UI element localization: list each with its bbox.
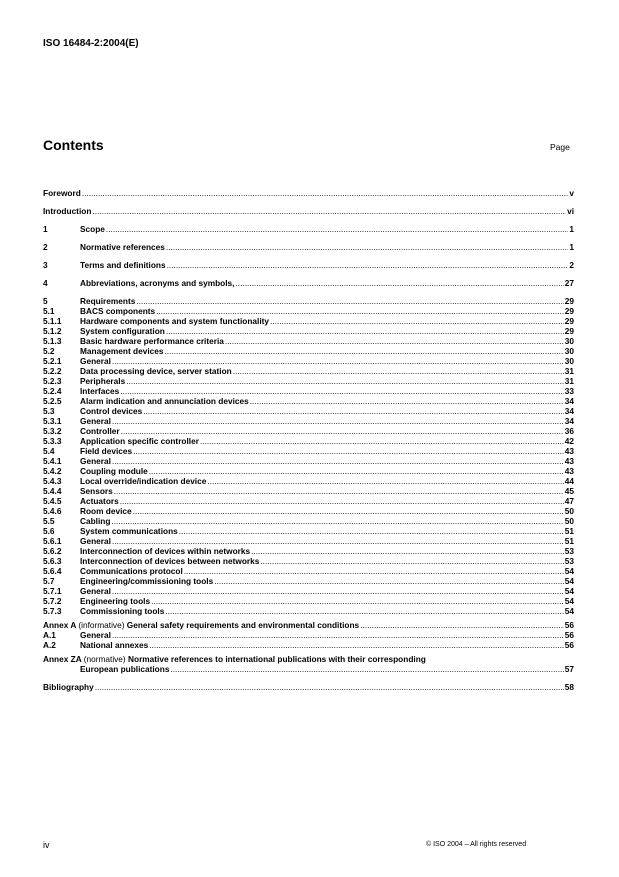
toc-entry-page: 29 bbox=[564, 296, 574, 306]
toc-entry-page: 44 bbox=[564, 476, 574, 486]
toc-entry-page: 33 bbox=[564, 386, 574, 396]
toc-entry-number: 5.4.4 bbox=[43, 486, 62, 496]
toc-entry[interactable] bbox=[43, 296, 574, 306]
toc-entry-title: Field devices bbox=[80, 446, 133, 456]
toc-entry-title: Controller bbox=[80, 426, 120, 436]
toc-entry-number: 5.5 bbox=[43, 516, 55, 526]
toc-entry-number: 5.2.3 bbox=[43, 376, 62, 386]
toc-leader-dots bbox=[120, 496, 564, 506]
toc-entry-number: A.2 bbox=[43, 640, 56, 650]
toc-entry-title: Interconnection of devices between networks bbox=[80, 556, 260, 566]
toc-entry-title: Actuators bbox=[80, 496, 119, 506]
toc-leader-dots bbox=[112, 586, 564, 596]
toc-entry[interactable] bbox=[43, 496, 574, 506]
toc-entry-title: European publications bbox=[80, 664, 170, 674]
annex-title: Normative references to international publications with their corresponding bbox=[128, 654, 426, 664]
toc-leader-dots bbox=[166, 326, 564, 336]
toc-entry-title: Basic hardware performance criteria bbox=[80, 336, 224, 346]
toc-entry[interactable] bbox=[43, 406, 574, 416]
toc-entry[interactable] bbox=[43, 242, 574, 252]
toc-entry-page: 30 bbox=[564, 356, 574, 366]
toc-leader-dots bbox=[126, 376, 564, 386]
toc-leader-dots bbox=[207, 476, 563, 486]
toc-leader-dots bbox=[165, 606, 563, 616]
toc-entry-number: 5.6.1 bbox=[43, 536, 62, 546]
toc-entry-number: 5.2.2 bbox=[43, 366, 62, 376]
toc-entry-number: 4 bbox=[43, 278, 48, 288]
toc-entry-title bbox=[43, 620, 359, 630]
toc-entry[interactable] bbox=[43, 366, 574, 376]
toc-entry-title: General bbox=[80, 416, 111, 426]
toc-entry-page: vi bbox=[567, 206, 574, 216]
toc-entry-title: Hardware components and system functionality bbox=[80, 316, 270, 326]
toc-leader-dots bbox=[112, 356, 564, 366]
footer-page-number: iv bbox=[43, 840, 50, 850]
toc-leader-dots bbox=[143, 406, 564, 416]
toc-entry[interactable] bbox=[43, 506, 574, 516]
toc-entry-title bbox=[43, 654, 426, 664]
toc-entry-number: 5.4.1 bbox=[43, 456, 62, 466]
toc-entry[interactable] bbox=[43, 278, 574, 288]
toc-entry-number: 5.4 bbox=[43, 446, 55, 456]
toc-entry-page: 31 bbox=[564, 366, 574, 376]
toc-entry-title: Data processing device, server station bbox=[80, 366, 232, 376]
toc-leader-dots bbox=[167, 260, 569, 270]
toc-entry-title: Local override/indication device bbox=[80, 476, 207, 486]
toc-entry-page: 54 bbox=[564, 566, 574, 576]
document-id: ISO 16484-2:2004(E) bbox=[43, 38, 139, 49]
toc-entry-title: Engineering/commissioning tools bbox=[80, 576, 214, 586]
toc-entry[interactable] bbox=[43, 396, 574, 406]
toc-entry-number: 5.4.5 bbox=[43, 496, 62, 506]
toc-entry-title: System communications bbox=[80, 526, 178, 536]
toc-leader-dots bbox=[82, 188, 569, 198]
toc-leader-dots bbox=[95, 682, 564, 692]
toc-entry[interactable] bbox=[43, 606, 574, 616]
toc-entry-page: 34 bbox=[564, 406, 574, 416]
toc-leader-dots bbox=[111, 516, 563, 526]
toc-entry-page: 29 bbox=[564, 316, 574, 326]
contents-heading: Contents bbox=[43, 137, 104, 153]
toc-entry-page: 43 bbox=[564, 446, 574, 456]
toc-entry-title: Room device bbox=[80, 506, 132, 516]
toc-entry-title: General bbox=[80, 586, 111, 596]
toc-entry-title: General bbox=[80, 356, 111, 366]
toc-leader-dots bbox=[106, 224, 568, 234]
toc-entry-page: 29 bbox=[564, 326, 574, 336]
toc-entry-page: 42 bbox=[564, 436, 574, 446]
toc-entry-title: Engineering tools bbox=[80, 596, 151, 606]
toc-entry-title: Terms and definitions bbox=[80, 260, 166, 270]
toc-entry-title: Abbreviations, acronyms and symbols, bbox=[80, 278, 235, 288]
toc-entry-number: 5.2.1 bbox=[43, 356, 62, 366]
toc-entry-title: BACS components bbox=[80, 306, 156, 316]
toc-entry-page: 34 bbox=[564, 396, 574, 406]
toc-entry-page: 56 bbox=[564, 630, 574, 640]
toc-entry[interactable] bbox=[43, 376, 574, 386]
toc-entry-number: 5.2.4 bbox=[43, 386, 62, 396]
toc-leader-dots bbox=[149, 640, 564, 650]
toc-entry-number: 5.4.6 bbox=[43, 506, 62, 516]
toc-entry[interactable] bbox=[43, 426, 574, 436]
toc-entry[interactable] bbox=[43, 526, 574, 536]
toc-entry-number: 5.1.1 bbox=[43, 316, 62, 326]
annex-title: General safety requirements and environmental conditions bbox=[126, 620, 360, 630]
toc-entry-title: General bbox=[80, 630, 111, 640]
toc-entry[interactable] bbox=[43, 466, 574, 476]
toc-entry-title: Normative references bbox=[80, 242, 165, 252]
toc-leader-dots bbox=[200, 436, 564, 446]
toc-leader-dots bbox=[225, 336, 564, 346]
toc-entry-page: 50 bbox=[564, 516, 574, 526]
toc-entry-page: 56 bbox=[564, 620, 574, 630]
toc-entry-number: 5.7 bbox=[43, 576, 55, 586]
toc-entry-number: 5.2 bbox=[43, 346, 55, 356]
annex-kind: (informative) bbox=[78, 620, 125, 630]
toc-entry-title: Application specific controller bbox=[80, 436, 199, 446]
annex-label: Annex A bbox=[43, 620, 77, 630]
toc-entry[interactable] bbox=[43, 326, 574, 336]
toc-leader-dots bbox=[121, 426, 564, 436]
toc-annex-a[interactable] bbox=[43, 620, 574, 630]
toc-entry-page: 30 bbox=[564, 346, 574, 356]
toc-entry-title: National annexes bbox=[80, 640, 149, 650]
toc-entry[interactable] bbox=[43, 596, 574, 606]
toc-entry-title: Control devices bbox=[80, 406, 143, 416]
toc-leader-dots bbox=[164, 346, 563, 356]
toc-entry-title: Alarm indication and annunciation devices bbox=[80, 396, 249, 406]
toc-entry-title: Commissioning tools bbox=[80, 606, 165, 616]
toc-entry-number: 5 bbox=[43, 296, 48, 306]
toc-entry-title: General bbox=[80, 536, 111, 546]
toc-entry[interactable] bbox=[43, 586, 574, 596]
toc-entry[interactable] bbox=[43, 456, 574, 466]
toc-leader-dots bbox=[156, 306, 564, 316]
toc-entry-title: Introduction bbox=[43, 206, 92, 216]
toc-entry-title: Management devices bbox=[80, 346, 164, 356]
toc-entry-title: Sensors bbox=[80, 486, 113, 496]
toc-entry-number: 5.4.3 bbox=[43, 476, 62, 486]
toc-entry-number: 5.6.4 bbox=[43, 566, 62, 576]
toc-entry-page: 1 bbox=[569, 224, 574, 234]
toc-entry[interactable] bbox=[43, 336, 574, 346]
toc-entry-page: 54 bbox=[564, 576, 574, 586]
footer-copyright: © ISO 2004 – All rights reserved bbox=[426, 841, 527, 848]
toc-entry-number: 1 bbox=[43, 224, 48, 234]
toc-entry-page: 47 bbox=[564, 496, 574, 506]
toc-leader-dots bbox=[149, 466, 564, 476]
toc-leader-dots bbox=[170, 664, 563, 674]
toc-leader-dots bbox=[270, 316, 564, 326]
toc-leader-dots bbox=[235, 278, 563, 288]
toc-entry-page: 56 bbox=[564, 640, 574, 650]
toc-entry[interactable] bbox=[43, 316, 574, 326]
toc-entry-title: Communications protocol bbox=[80, 566, 183, 576]
toc-entry[interactable] bbox=[43, 346, 574, 356]
toc-leader-dots bbox=[114, 486, 564, 496]
toc-entry-page: 45 bbox=[564, 486, 574, 496]
toc-entry-page: 54 bbox=[564, 606, 574, 616]
toc-entry-number: 5.7.1 bbox=[43, 586, 62, 596]
toc-entry-number: 5.1.2 bbox=[43, 326, 62, 336]
toc-entry-number: 5.7.2 bbox=[43, 596, 62, 606]
toc-entry[interactable] bbox=[43, 556, 574, 566]
toc-entry[interactable] bbox=[43, 516, 574, 526]
toc-entry-page: 50 bbox=[564, 506, 574, 516]
toc-leader-dots bbox=[112, 630, 564, 640]
toc-entry[interactable] bbox=[43, 260, 574, 270]
toc-entry-page: 1 bbox=[569, 242, 574, 252]
toc-entry[interactable] bbox=[43, 206, 574, 216]
toc-leader-dots bbox=[112, 456, 564, 466]
toc-entry-page: 51 bbox=[564, 536, 574, 546]
toc-leader-dots bbox=[112, 536, 564, 546]
toc-entry-title: Bibliography bbox=[43, 682, 94, 692]
toc-leader-dots bbox=[92, 206, 566, 216]
toc-entry-title: Foreword bbox=[43, 188, 81, 198]
toc-leader-dots bbox=[214, 576, 564, 586]
toc-entry-number: 5.4.2 bbox=[43, 466, 62, 476]
toc-leader-dots bbox=[360, 620, 564, 630]
toc-leader-dots bbox=[136, 296, 563, 306]
toc-entry-title: Requirements bbox=[80, 296, 136, 306]
toc-leader-dots bbox=[166, 242, 569, 252]
toc-leader-dots bbox=[151, 596, 564, 606]
toc-leader-dots bbox=[133, 446, 564, 456]
toc-entry-number: 5.7.3 bbox=[43, 606, 62, 616]
toc-entry[interactable] bbox=[43, 224, 574, 234]
toc-entry-page: 58 bbox=[564, 682, 574, 692]
toc-entry-number: 5.3.3 bbox=[43, 436, 62, 446]
toc-entry-title: System configuration bbox=[80, 326, 165, 336]
toc-entry-number: 5.2.5 bbox=[43, 396, 62, 406]
toc-entry[interactable] bbox=[43, 416, 574, 426]
toc-entry-number: 2 bbox=[43, 242, 48, 252]
toc-entry[interactable] bbox=[43, 436, 574, 446]
toc-entry-page: 27 bbox=[564, 278, 574, 288]
toc-entry[interactable] bbox=[43, 306, 574, 316]
toc-entry-number: 5.1.3 bbox=[43, 336, 62, 346]
toc-entry-number: 5.3.2 bbox=[43, 426, 62, 436]
toc-entry[interactable] bbox=[43, 640, 574, 650]
toc-entry-page: 34 bbox=[564, 416, 574, 426]
page-column-label: Page bbox=[550, 142, 570, 152]
toc-entry-page: 30 bbox=[564, 336, 574, 346]
toc-leader-dots bbox=[184, 566, 564, 576]
toc-entry[interactable] bbox=[43, 536, 574, 546]
toc-entry-title: Coupling module bbox=[80, 466, 148, 476]
toc-entry-title: Peripherals bbox=[80, 376, 126, 386]
toc-entry[interactable] bbox=[43, 188, 574, 198]
toc-entry-title: Scope bbox=[80, 224, 105, 234]
toc-entry[interactable] bbox=[43, 386, 574, 396]
annex-kind: (normative) bbox=[83, 654, 126, 664]
toc-entry[interactable] bbox=[43, 546, 574, 556]
toc-entry[interactable] bbox=[43, 356, 574, 366]
toc-entry[interactable] bbox=[43, 630, 574, 640]
toc-bibliography[interactable] bbox=[43, 682, 574, 692]
toc-entry-page: 43 bbox=[564, 466, 574, 476]
toc-annex-za[interactable] bbox=[43, 654, 574, 664]
toc-entry-page: 29 bbox=[564, 306, 574, 316]
toc-entry-number: A.1 bbox=[43, 630, 56, 640]
toc-entry-number: 5.6.3 bbox=[43, 556, 62, 566]
toc-entry-number: 5.1 bbox=[43, 306, 55, 316]
toc-leader-dots bbox=[120, 386, 564, 396]
toc-entry-page: 53 bbox=[564, 556, 574, 566]
toc-entry-title: Interconnection of devices within networks bbox=[80, 546, 251, 556]
toc-entry[interactable] bbox=[43, 566, 574, 576]
toc-entry-number: 5.3.1 bbox=[43, 416, 62, 426]
toc-entry-page: 43 bbox=[564, 456, 574, 466]
toc-leader-dots bbox=[260, 556, 563, 566]
toc-entry-page: 2 bbox=[569, 260, 574, 270]
toc-annex-za-continued[interactable] bbox=[43, 664, 574, 674]
toc-entry-page: 31 bbox=[564, 376, 574, 386]
toc-entry-page: 54 bbox=[564, 586, 574, 596]
annex-label: Annex ZA bbox=[43, 654, 82, 664]
toc-entry-number: 5.6 bbox=[43, 526, 55, 536]
toc-entry[interactable] bbox=[43, 446, 574, 456]
toc-entry-title: Cabling bbox=[80, 516, 111, 526]
toc-leader-dots bbox=[251, 546, 564, 556]
toc-entry-page: 57 bbox=[564, 664, 574, 674]
toc-leader-dots bbox=[179, 526, 564, 536]
toc-entry-title: General bbox=[80, 456, 111, 466]
toc-entry-page: 53 bbox=[564, 546, 574, 556]
toc-entry[interactable] bbox=[43, 486, 574, 496]
toc-entry-page: 51 bbox=[564, 526, 574, 536]
toc-entry-number: 5.6.2 bbox=[43, 546, 62, 556]
toc-entry[interactable] bbox=[43, 576, 574, 586]
toc-leader-dots bbox=[250, 396, 564, 406]
toc-entry-page: v bbox=[569, 188, 574, 198]
toc-entry-page: 36 bbox=[564, 426, 574, 436]
toc-entry-title: Interfaces bbox=[80, 386, 120, 396]
toc-entry[interactable] bbox=[43, 476, 574, 486]
table-of-contents bbox=[43, 188, 574, 692]
toc-leader-dots bbox=[133, 506, 564, 516]
toc-leader-dots bbox=[233, 366, 564, 376]
toc-entry-number: 3 bbox=[43, 260, 48, 270]
toc-entry-page: 54 bbox=[564, 596, 574, 606]
toc-entry-number: 5.3 bbox=[43, 406, 55, 416]
toc-leader-dots bbox=[112, 416, 564, 426]
